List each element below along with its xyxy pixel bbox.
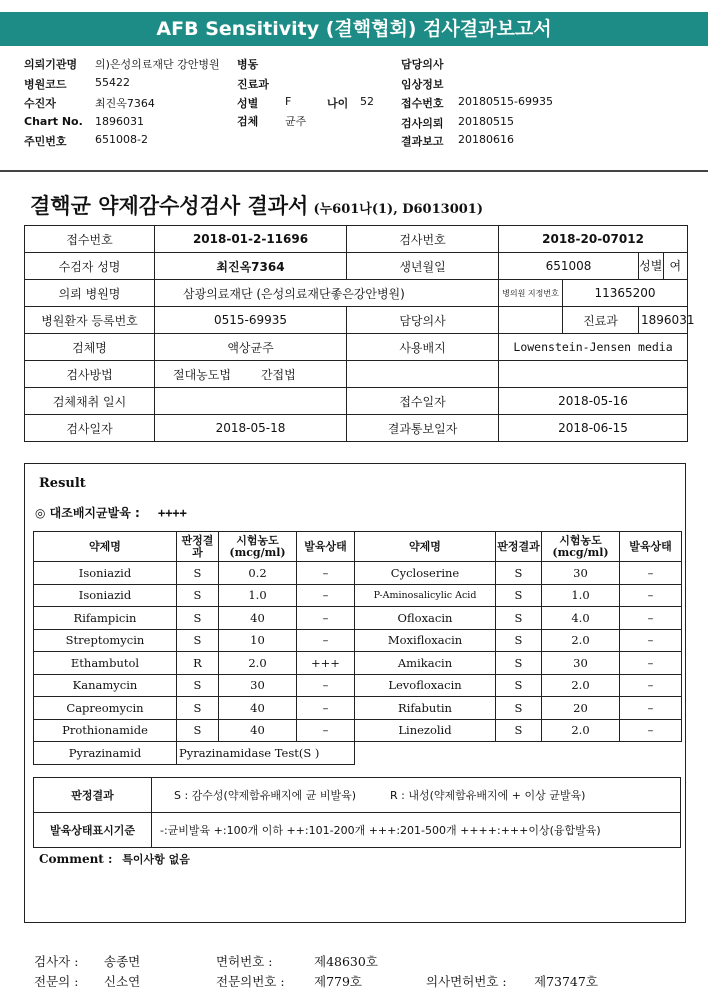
- code-value: 55422: [95, 76, 130, 89]
- tester-label: 검사자 :: [34, 954, 79, 969]
- drug-conc-cell: 30: [542, 652, 620, 675]
- gender: 여: [669, 259, 682, 273]
- drug-growth-cell: –: [620, 719, 682, 742]
- designated: 11365200: [563, 280, 688, 307]
- hospital-label: 의뢰기관명: [24, 58, 78, 71]
- result-heading: Result: [39, 476, 86, 491]
- legend-r: R : 내성(약제함유배지에 + 이상 균발육): [390, 789, 586, 802]
- drug-judge-cell: S: [177, 697, 219, 720]
- col-judge: 판정결과: [496, 532, 542, 562]
- patient-info-table: [24, 225, 695, 442]
- legend-s: S : 감수성(약제함유배지에 균 비발육): [174, 789, 357, 802]
- drug-judge-cell: S: [496, 607, 542, 630]
- drug-growth-cell: –: [620, 607, 682, 630]
- table-row: [34, 697, 682, 720]
- drug-growth-cell: –: [297, 607, 355, 630]
- collect-value: [155, 388, 347, 415]
- test-no: 2018-20-07012: [499, 226, 688, 253]
- dept-value: 1896031: [639, 307, 688, 334]
- drug-judge-cell: S: [496, 719, 542, 742]
- legend-table: [33, 777, 681, 848]
- receipt-label: 접수번호: [401, 97, 444, 110]
- drug-judge-cell: S: [496, 584, 542, 607]
- drug-judge-cell: S: [496, 652, 542, 675]
- notify-label: 결과통보일자: [347, 415, 499, 442]
- table-row: [25, 307, 688, 334]
- report-code: (누601나(1), D6013001): [313, 202, 483, 217]
- drug-drug-cell: Moxifloxacin: [355, 629, 496, 652]
- table-row: [34, 652, 682, 675]
- request-value: 20180515: [458, 115, 514, 128]
- drug-growth-cell: –: [297, 562, 355, 585]
- patient-name: 최진옥7364: [155, 253, 347, 280]
- table-row: [25, 280, 688, 307]
- drug-drug-cell: Prothionamide: [34, 719, 177, 742]
- drug-judge-cell: S: [177, 607, 219, 630]
- comment-label: Comment :: [39, 852, 113, 866]
- legend-growth: -:균비발육 +:100개 이하 ++:101-200개 +++:201-500개 ++++:+++이상(융합발육): [152, 813, 681, 848]
- drug-conc-cell: 40: [219, 697, 297, 720]
- drug-judge-cell: S: [177, 584, 219, 607]
- spec-no: 제779호: [314, 974, 363, 989]
- patient-label: 수진자: [24, 97, 56, 110]
- notify: 2018-06-15: [499, 415, 688, 442]
- drug-drug-cell: P-Aminosalicylic Acid: [355, 584, 496, 607]
- dept-label: 진료과: [237, 78, 269, 91]
- drug-growth-cell: –: [620, 697, 682, 720]
- sex-value: F: [285, 95, 292, 108]
- table-row: [25, 415, 688, 442]
- doctor-value: [499, 307, 563, 334]
- comment-value: 특이사항 없음: [122, 853, 190, 866]
- tester: 송종면: [104, 954, 141, 969]
- result-box: [24, 463, 686, 923]
- drug-drug-cell: Cycloserine: [355, 562, 496, 585]
- license-label: 면허번호 :: [216, 954, 273, 969]
- drug-drug-cell: Rifampicin: [34, 607, 177, 630]
- chart-label: Chart No.: [24, 115, 83, 128]
- drug-drug-cell: Rifabutin: [355, 697, 496, 720]
- reg-label: 병원환자 등록번호: [25, 307, 155, 334]
- col-drug: 약제명: [355, 532, 496, 562]
- comment: [39, 851, 190, 867]
- receipt-no-label: 접수번호: [25, 226, 155, 253]
- hospital-value: 의)은성의료재단 강안병원: [95, 58, 220, 71]
- media: Lowenstein-Jensen media: [499, 334, 688, 361]
- report-title: 결핵균 약제감수성검사 결과서: [30, 193, 309, 218]
- drug-conc-cell: 1.0: [542, 584, 620, 607]
- table-row: [25, 334, 688, 361]
- col-growth: 발육상태: [297, 532, 355, 562]
- specialist-label: 전문의 :: [34, 974, 79, 989]
- ward-label: 병동: [237, 58, 259, 71]
- drug-judge-cell: S: [496, 562, 542, 585]
- table-row: [34, 607, 682, 630]
- table-row: [34, 778, 681, 813]
- specimen-value: 균주: [285, 115, 307, 128]
- legend-judge-label: 판정결과: [34, 778, 152, 813]
- patient-value: 최진옥7364: [95, 97, 155, 110]
- report-label: 결과보고: [401, 135, 444, 148]
- method-indirect: 간접법: [260, 367, 296, 382]
- table-row: [34, 584, 682, 607]
- drug-judge-cell: R: [177, 652, 219, 675]
- doctor-label: 담당의사: [401, 58, 444, 71]
- drug-conc-cell: 40: [219, 607, 297, 630]
- drug-drug-cell: Ethambutol: [34, 652, 177, 675]
- drug-growth-cell: –: [297, 697, 355, 720]
- drug-judge-cell: S: [177, 562, 219, 585]
- drug-drug-cell: Kanamycin: [34, 674, 177, 697]
- drug-growth-cell: –: [620, 584, 682, 607]
- table-row: [34, 674, 682, 697]
- drug-judge-cell: S: [496, 674, 542, 697]
- report-value: 20180616: [458, 133, 514, 146]
- age-value: 52: [360, 95, 374, 108]
- doc-license: 제73747호: [534, 974, 598, 989]
- dept-label-cell: 진료과: [563, 307, 639, 334]
- growth-label: ◎ 대조배지균발육 :: [35, 506, 140, 520]
- drug-conc-cell: 2.0: [542, 719, 620, 742]
- spec-no-label: 전문의번호 :: [216, 974, 285, 989]
- table-row: [34, 813, 681, 848]
- request-label: 검사의뢰: [401, 117, 444, 130]
- test-date-label: 검사일자: [25, 415, 155, 442]
- ssn-label: 주민번호: [24, 135, 67, 148]
- empty-cell: [355, 742, 682, 765]
- designated-label: 병의원 지정번호: [499, 280, 563, 307]
- age-label: 나이: [327, 97, 349, 110]
- header-divider: [0, 170, 708, 172]
- drug-growth-cell: –: [620, 562, 682, 585]
- report-title-bar: AFB Sensitivity (결핵협회) 검사결과보고서: [0, 12, 708, 46]
- susceptibility-table: [33, 531, 682, 765]
- table-row: [34, 562, 682, 585]
- table-row: [25, 226, 688, 253]
- drug-drug-cell: Linezolid: [355, 719, 496, 742]
- drug-drug-cell: Capreomycin: [34, 697, 177, 720]
- drug-conc-cell: 40: [219, 719, 297, 742]
- drug-judge-cell: S: [177, 719, 219, 742]
- receipt-value: 20180515-69935: [458, 95, 553, 108]
- drug-judge-cell: S: [177, 674, 219, 697]
- col-drug: 약제명: [34, 532, 177, 562]
- col-growth: 발육상태: [620, 532, 682, 562]
- table-row: [25, 361, 688, 388]
- drug-growth-cell: +++: [297, 652, 355, 675]
- specimen-label-cell: 검체명: [25, 334, 155, 361]
- birth-label: 생년월일: [347, 253, 499, 280]
- drug-conc-cell: 2.0: [542, 674, 620, 697]
- pza-value: Pyrazinamidase Test(S ): [177, 742, 355, 765]
- test-no-label: 검사번호: [347, 226, 499, 253]
- receipt-no: 2018-01-2-11696: [155, 226, 347, 253]
- drug-growth-cell: –: [297, 629, 355, 652]
- drug-judge-cell: S: [496, 697, 542, 720]
- signature-footer: [0, 948, 708, 998]
- result-report-title: [30, 190, 483, 220]
- drug-conc-cell: 4.0: [542, 607, 620, 630]
- gender-label: 성별: [639, 253, 664, 279]
- drug-drug-cell: Levofloxacin: [355, 674, 496, 697]
- drug-judge-cell: S: [496, 629, 542, 652]
- req-hosp-label: 의뢰 병원명: [25, 280, 155, 307]
- drug-growth-cell: –: [297, 719, 355, 742]
- empty-cell: [499, 361, 688, 388]
- sex-label: 성별: [237, 97, 259, 110]
- drug-drug-cell: Isoniazid: [34, 584, 177, 607]
- received-label: 접수일자: [347, 388, 499, 415]
- drug-conc-cell: 30: [219, 674, 297, 697]
- table-row: [25, 253, 688, 280]
- drug-conc-cell: 0.2: [219, 562, 297, 585]
- drug-conc-cell: 10: [219, 629, 297, 652]
- drug-conc-cell: 20: [542, 697, 620, 720]
- table-row: [34, 719, 682, 742]
- table-row: [25, 388, 688, 415]
- growth-value: ++++: [157, 506, 187, 520]
- col-conc: 시험농도 (mcg/ml): [542, 532, 620, 562]
- code-label: 병원코드: [24, 78, 67, 91]
- drug-growth-cell: –: [297, 674, 355, 697]
- drug-conc-cell: 30: [542, 562, 620, 585]
- doctor-label-cell: 담당의사: [347, 307, 499, 334]
- media-label: 사용배지: [347, 334, 499, 361]
- table-header-row: [34, 532, 682, 562]
- clinical-label: 임상정보: [401, 78, 444, 91]
- req-hosp: 삼광의료재단 (은성의료재단좋은강안병원): [155, 280, 499, 307]
- method-label: 검사방법: [25, 361, 155, 388]
- specimen-value-cell: 액상균주: [155, 334, 347, 361]
- method-absolute: 절대농도법: [173, 367, 231, 382]
- drug-conc-cell: 1.0: [219, 584, 297, 607]
- collect-label: 검체채취 일시: [25, 388, 155, 415]
- chart-value: 1896031: [95, 115, 144, 128]
- drug-growth-cell: –: [620, 652, 682, 675]
- col-judge: 판정결과: [177, 532, 219, 562]
- birth: 651008: [499, 253, 639, 280]
- drug-conc-cell: 2.0: [219, 652, 297, 675]
- drug-growth-cell: –: [620, 629, 682, 652]
- pza-label: Pyrazinamid: [34, 742, 177, 765]
- specimen-label: 검체: [237, 115, 259, 128]
- drug-judge-cell: S: [177, 629, 219, 652]
- specialist: 신소연: [104, 974, 141, 989]
- drug-drug-cell: Streptomycin: [34, 629, 177, 652]
- table-row: [34, 629, 682, 652]
- drug-conc-cell: 2.0: [542, 629, 620, 652]
- reg: 0515-69935: [155, 307, 347, 334]
- ssn-value: 651008-2: [95, 133, 148, 146]
- col-conc: 시험농도 (mcg/ml): [219, 532, 297, 562]
- drug-growth-cell: –: [620, 674, 682, 697]
- test-date: 2018-05-18: [155, 415, 347, 442]
- empty-cell: [347, 361, 499, 388]
- table-row: [34, 742, 682, 765]
- legend-growth-label: 발육상태표시기준: [34, 813, 152, 848]
- drug-growth-cell: –: [297, 584, 355, 607]
- license: 제48630호: [314, 954, 378, 969]
- control-growth: [35, 504, 187, 521]
- patient-name-label: 수검자 성명: [25, 253, 155, 280]
- received: 2018-05-16: [499, 388, 688, 415]
- doc-license-label: 의사면허번호 :: [426, 974, 507, 989]
- request-header: [0, 50, 708, 150]
- drug-drug-cell: Isoniazid: [34, 562, 177, 585]
- drug-drug-cell: Amikacin: [355, 652, 496, 675]
- drug-drug-cell: Ofloxacin: [355, 607, 496, 630]
